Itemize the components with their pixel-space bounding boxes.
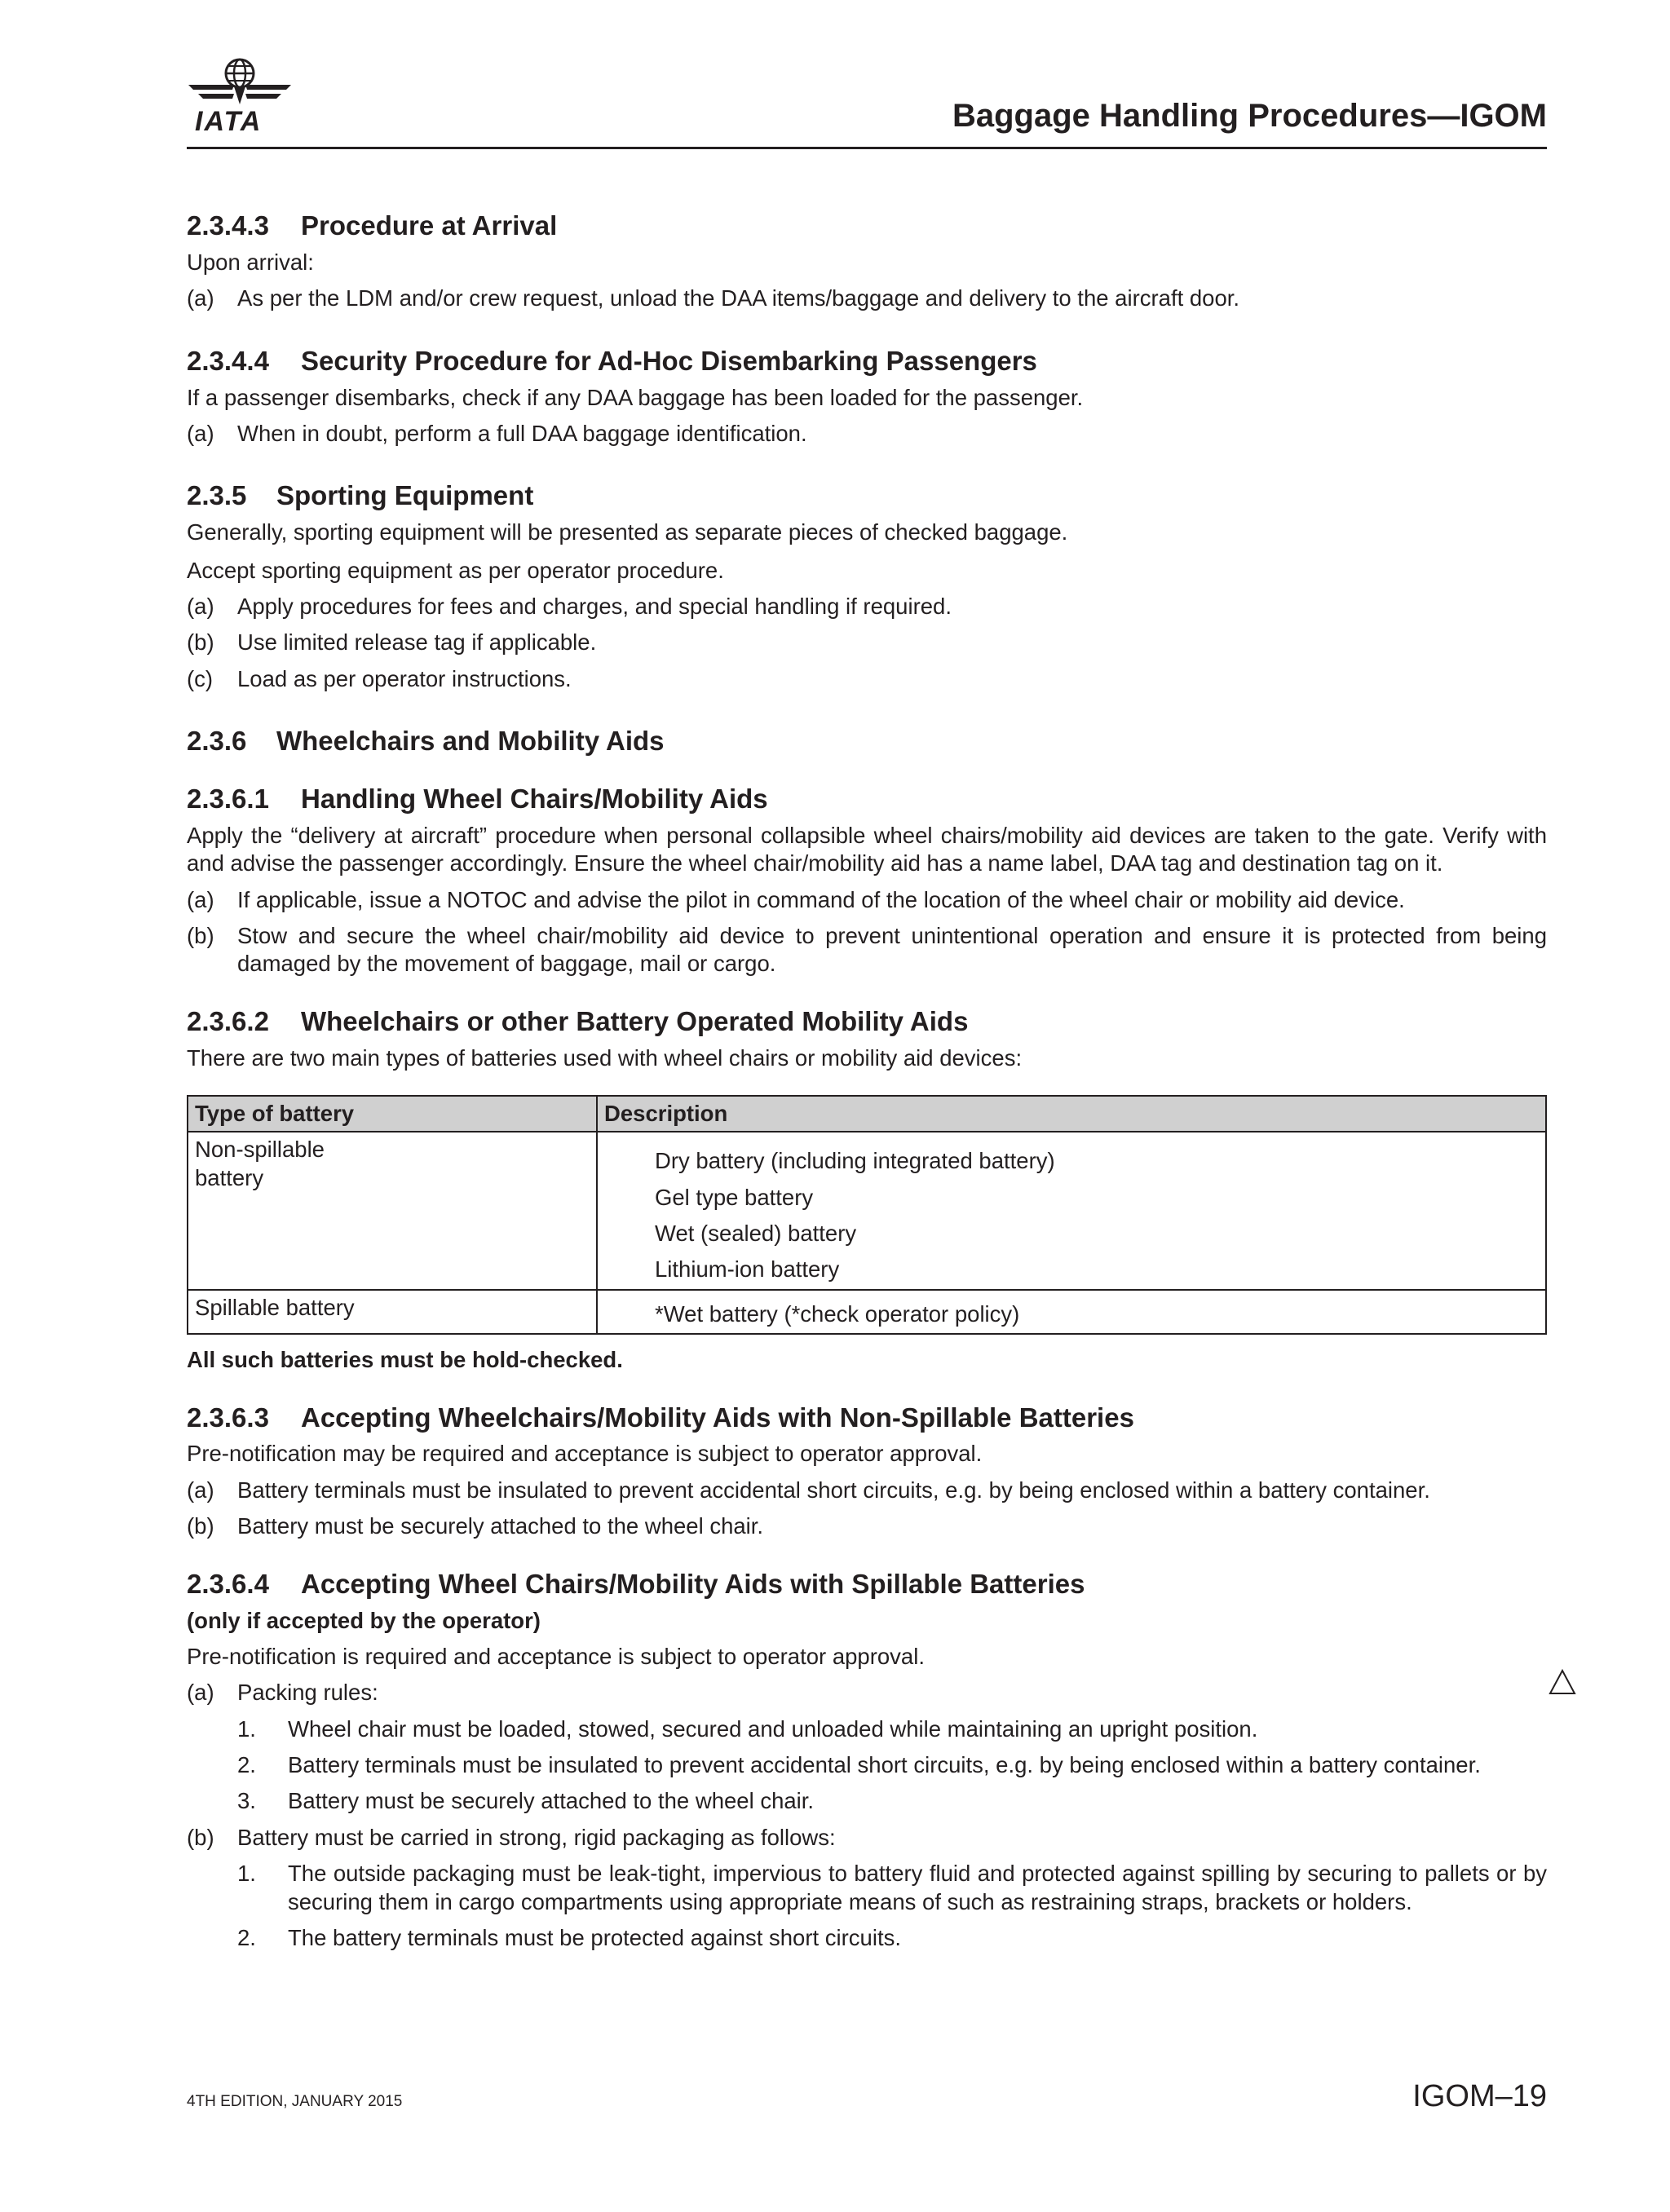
list-item: (c) Load as per operator instructions. — [187, 665, 572, 691]
sub-list-item: 1. The outside packaging must be leak-tight, impervious to battery fluid and protected against spilling by securing to pallets or by securing them in cargo compartments using appropriate means of such as restraining straps, brackets or holders. — [237, 1861, 1547, 1914]
paragraph: Accept sporting equipment as per operator procedure. — [187, 557, 724, 583]
list-item: (b) Battery must be carried in strong, rigid packaging as follows: — [187, 1824, 836, 1850]
paragraph: Pre-notification may be required and acceptance is subject to operator approval. — [187, 1441, 983, 1467]
list-item: Lithium-ion battery — [655, 1256, 840, 1283]
table-row — [188, 1290, 1546, 1334]
list-item: (b) Battery must be securely attached to the wheel chair. — [187, 1513, 764, 1539]
table-cell — [597, 1290, 1546, 1334]
section-heading: 2.3.6.4 Accepting Wheel Chairs/Mobility Aids with Spillable Batteries — [187, 1568, 1085, 1599]
list-item: (a) Apply procedures for fees and charges, and special handling if required. — [187, 593, 952, 619]
document-title: Baggage Handling Procedures—IGOM — [952, 98, 1547, 134]
table-note: All such batteries must be hold-checked. — [187, 1347, 623, 1373]
paragraph: If a passenger disembarks, check if any DAA baggage has been loaded for the passenger. — [187, 384, 1084, 410]
list-item: (a) If applicable, issue a NOTOC and advise the pilot in command of the location of the wheel chair or mobility aid device. — [187, 886, 1405, 912]
sub-list-item: 2. Battery terminals must be insulated to prevent accidental short circuits, e.g. by being enclosed within a battery container. — [237, 1752, 1481, 1777]
globe-icon — [187, 57, 293, 108]
page-number: IGOM–19 — [1412, 2079, 1547, 2113]
paragraph: Generally, sporting equipment will be presented as separate pieces of checked baggage. — [187, 519, 1068, 545]
table-header-cell: Description — [597, 1096, 1546, 1132]
sub-list-item: 2. The battery terminals must be protected against short circuits. — [237, 1924, 901, 1950]
list-item: *Wet battery (*check operator policy) — [655, 1300, 1020, 1327]
paragraph: Apply the “delivery at aircraft” procedure when personal collapsible wheel chairs/mobility aid devices are taken to the gate. Verify with and advise the passenger accordingly. Ensure the wheel chair/mobility aid has a name label, DAA tag and destination tag on it. — [187, 822, 1547, 876]
section-subtitle: (only if accepted by the operator) — [187, 1607, 541, 1633]
edition-footer: 4TH EDITION, JANUARY 2015 — [187, 2093, 403, 2110]
page-content — [187, 209, 1547, 1952]
list-item: (a) Packing rules: — [187, 1680, 378, 1706]
list-item: (a) As per the LDM and/or crew request, unload the DAA items/baggage and delivery to the aircraft door. — [187, 285, 1240, 311]
section-heading: 2.3.4.4 Security Procedure for Ad-Hoc Disembarking Passengers — [187, 345, 1037, 376]
section-heading: 2.3.6 Wheelchairs and Mobility Aids — [187, 726, 665, 757]
list-item: Wet (sealed) battery — [655, 1221, 857, 1247]
table-cell: Non-spillable battery — [188, 1132, 597, 1290]
section-heading: 2.3.5 Sporting Equipment — [187, 480, 534, 511]
section-heading: 2.3.6.3 Accepting Wheelchairs/Mobility Aids with Non-Spillable Batteries — [187, 1402, 1134, 1433]
document-page — [187, 0, 1547, 2212]
iata-logo — [187, 57, 293, 135]
list-item: (b) Use limited release tag if applicable. — [187, 629, 597, 656]
paragraph: There are two main types of batteries used with wheel chairs or mobility aid devices: — [187, 1044, 1023, 1071]
battery-table — [187, 1095, 1547, 1335]
section-heading: 2.3.4.3 Procedure at Arrival — [187, 210, 558, 241]
list-item: (a) When in doubt, perform a full DAA baggage identification. — [187, 420, 807, 446]
logo-text: IATA — [195, 106, 263, 137]
paragraph: Upon arrival: — [187, 249, 314, 275]
table-header-cell: Type of battery — [188, 1096, 597, 1132]
list-item: Gel type battery — [655, 1184, 814, 1210]
table-cell: Spillable battery — [188, 1290, 597, 1334]
table-row — [188, 1132, 1546, 1290]
table-cell — [597, 1132, 1546, 1290]
section-heading: 2.3.6.1 Handling Wheel Chairs/Mobility Aids — [187, 783, 768, 814]
triangle-outline-icon — [1549, 1668, 1576, 1696]
sub-list-item: 1. Wheel chair must be loaded, stowed, secured and unloaded while maintaining an upright position. — [237, 1715, 1258, 1742]
section-heading: 2.3.6.2 Wheelchairs or other Battery Operated Mobility Aids — [187, 1005, 969, 1036]
paragraph: Pre-notification is required and acceptance is subject to operator approval. — [187, 1643, 925, 1669]
page-header — [187, 57, 1547, 149]
list-item: (b) Stow and secure the wheel chair/mobility aid device to prevent unintentional operation and ensure it is protected from being damaged by the movement of baggage, mail or cargo. — [187, 922, 1547, 977]
table-header-row — [188, 1096, 1546, 1132]
list-item: (a) Battery terminals must be insulated to prevent accidental short circuits, e.g. by being enclosed within a battery container. — [187, 1477, 1430, 1503]
list-item: Dry battery (including integrated battery) — [655, 1148, 1055, 1174]
sub-list-item: 3. Battery must be securely attached to the wheel chair. — [237, 1788, 815, 1814]
